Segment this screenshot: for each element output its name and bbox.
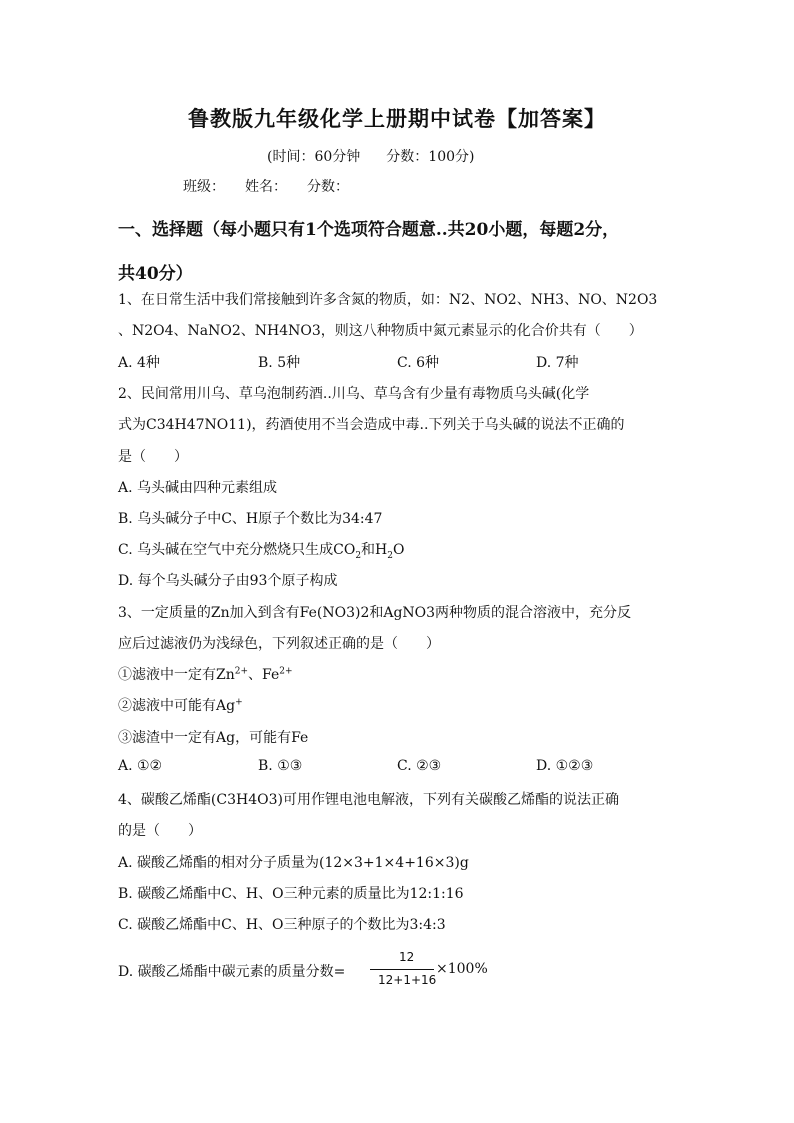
student-info (183, 176, 349, 196)
q4-line2: 的是（ ） (118, 823, 202, 839)
q4-option-d-text: D. 碳酸乙烯酯中碳元素的质量分数= (118, 964, 346, 980)
q4-option-a: A. 碳酸乙烯酯的相对分子质量为(12×3+1×4+16×3)g (118, 855, 469, 871)
q3-statement-2: ②滤液中可能有Ag+ (118, 697, 243, 714)
section-heading-line1: 一、选择题（每小题只有1个选项符合题意..共20小题，每题2分， (118, 220, 620, 240)
q3-option-c: C. ②③ (397, 758, 442, 774)
q2-option-b: B. 乌头碱分子中C、H原子个数比为34:47 (118, 511, 383, 527)
fraction-denominator: 12+1+16 (378, 973, 437, 987)
q4-option-c: C. 碳酸乙烯酯中C、H、O三种原子的个数比为3:4:3 (118, 917, 446, 933)
fraction-bar (370, 969, 434, 970)
q3-option-d: D. ①②③ (536, 758, 594, 774)
q4-option-b: B. 碳酸乙烯酯中C、H、O三种元素的质量比为12:1:16 (118, 886, 464, 902)
exam-score: 分数：100分) (386, 149, 475, 165)
q1-line2: 、N2O4、NaNO2、NH4NO3，则这八种物质中氮元素显示的化合价共有（ ） (118, 323, 643, 339)
q2-line1: 2、民间常用川乌、草乌泡制药酒..川乌、草乌含有少量有毒物质乌头碱(化学 (118, 386, 590, 402)
q1-option-a: A. 4种 (118, 355, 160, 371)
page-title: 鲁教版九年级化学上册期中试卷【加答案】 (188, 106, 606, 131)
q3-line1: 3、一定质量的Zn加入到含有Fe(NO3)2和AgNO3两种物质的混合溶液中，充分反 (118, 605, 632, 621)
section-heading (118, 208, 678, 296)
q1-option-b: B. 5种 (258, 355, 301, 371)
q3-statement-3: ③滤渣中一定有Ag，可能有Fe (118, 730, 309, 746)
q4-line1: 4、碳酸乙烯酯(C3H4O3)可用作锂电池电解液，下列有关碳酸乙烯酯的说法正确 (118, 792, 619, 808)
name-label: 姓名： (245, 179, 287, 195)
class-label: 班级： (183, 179, 225, 195)
q2-line3: 是（ ） (118, 449, 188, 465)
q3-line2: 应后过滤液仍为浅绿色，下列叙述正确的是（ ） (118, 636, 440, 652)
section-heading-line2: 共40分） (118, 264, 193, 284)
q1-option-c: C. 6种 (397, 355, 440, 371)
fraction-multiplier: ×100% (436, 961, 488, 977)
exam-time: (时间：60分钟 (267, 149, 361, 165)
q3-option-b: B. ①③ (258, 758, 303, 774)
q2-line2: 式为C34H47NO11)，药酒使用不当会造成中毒..下列关于乌头碱的说法不正确的 (118, 417, 625, 433)
q1-option-d: D. 7种 (536, 355, 579, 371)
exam-info (267, 146, 474, 166)
fraction-numerator: 12 (399, 950, 415, 964)
q1-line1: 1、在日常生活中我们常接触到许多含氮的物质，如：N2、NO2、NH3、NO、N2O3 (118, 292, 658, 308)
q2-option-c: C. 乌头碱在空气中充分燃烧只生成$CO_2$和$H_2O$ (118, 542, 405, 561)
q2-option-a: A. 乌头碱由四种元素组成 (118, 480, 278, 496)
q3-option-a: A. ①② (118, 758, 163, 774)
q3-statement-1: ①滤液中一定有$Zn^{2+}$、$Fe^{2+}$ (118, 666, 293, 683)
score-label: 分数： (307, 179, 349, 195)
q2-option-d: D. 每个乌头碱分子由93个原子构成 (118, 573, 338, 589)
